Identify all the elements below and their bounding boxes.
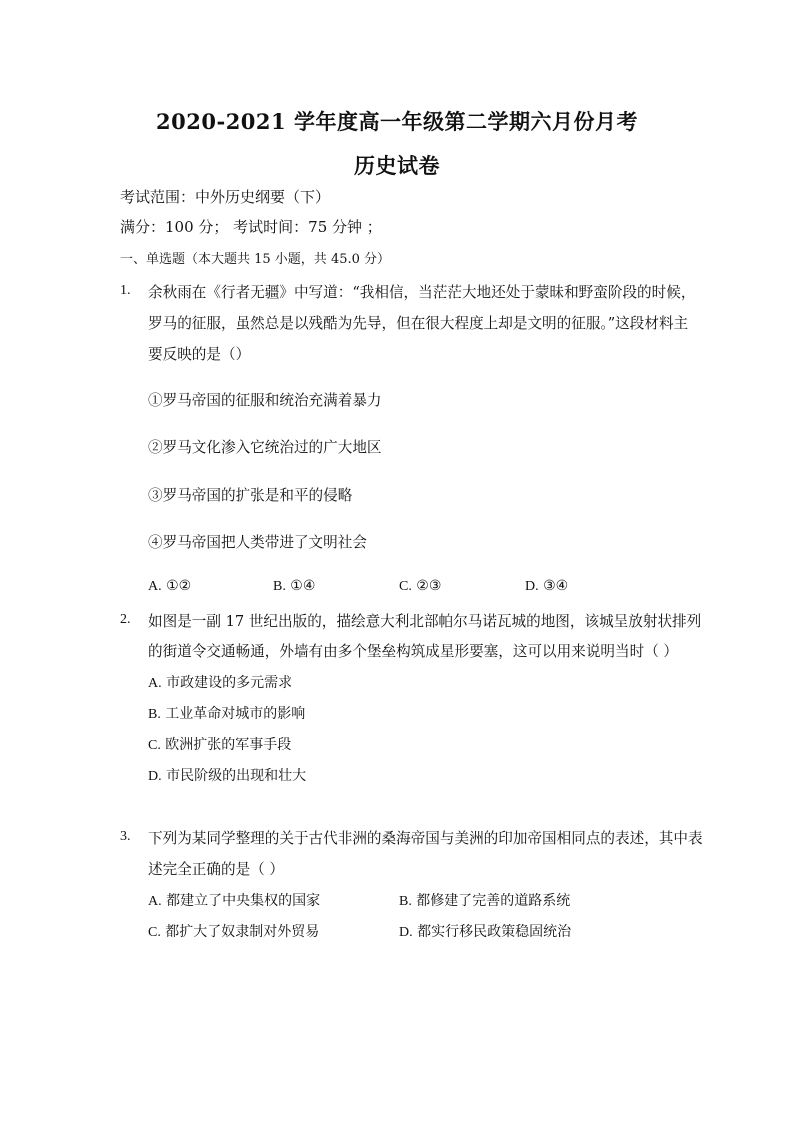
answer-option-b[interactable] bbox=[273, 578, 315, 595]
option-label: A. bbox=[148, 676, 162, 691]
exam-scope: 考试范围：中外历史纲要（下） bbox=[120, 188, 331, 206]
answer-option-b[interactable] bbox=[148, 703, 305, 723]
option-text: 工业革命对城市的影响 bbox=[165, 706, 306, 722]
answer-option-d[interactable] bbox=[399, 921, 571, 941]
option-text: ②③ bbox=[416, 578, 442, 594]
exam-title: 2020-2021 学年度高一年级第二学期六月份月考 bbox=[156, 109, 638, 134]
question-number: 1. bbox=[120, 283, 131, 298]
option-text: ③④ bbox=[543, 578, 569, 594]
option-text: 都修建了完善的道路系统 bbox=[416, 893, 571, 909]
section-heading: 一、单选题（本大题共 15 小题，共 45.0 分） bbox=[120, 252, 391, 267]
answer-option-c[interactable] bbox=[399, 578, 441, 595]
answer-option-a[interactable] bbox=[148, 578, 191, 595]
answer-option-a[interactable] bbox=[148, 890, 320, 910]
option-label: B. bbox=[148, 707, 161, 722]
question-text-line: 罗马的征服，虽然总是以残酷为先导，但在很大程度上却是文明的征服。”这段材料主 bbox=[148, 315, 689, 332]
answer-option-d[interactable] bbox=[148, 765, 306, 785]
question-text-line: 下列为某同学整理的关于古代非洲的桑海帝国与美洲的印加帝国相同点的表述，其中表 bbox=[148, 830, 703, 847]
answer-option-c[interactable] bbox=[148, 734, 291, 754]
option-text: 都实行移民政策稳固统治 bbox=[417, 924, 572, 940]
answer-option-b[interactable] bbox=[399, 890, 570, 910]
question-text-line: 如图是一副 17 世纪出版的，描绘意大利北部帕尔马诺瓦城的地图，该城呈放射状排列 bbox=[148, 613, 702, 630]
option-label: A. bbox=[148, 894, 162, 909]
answer-option-d[interactable] bbox=[525, 578, 568, 595]
option-label: B. bbox=[273, 579, 286, 594]
option-label: D. bbox=[525, 579, 539, 594]
option-text: 市政建设的多元需求 bbox=[166, 675, 293, 691]
question-statement: ③罗马帝国的扩张是和平的侵略 bbox=[148, 487, 353, 504]
option-label: C. bbox=[148, 925, 161, 940]
option-text: 都扩大了奴隶制对外贸易 bbox=[165, 924, 320, 940]
question-number: 2. bbox=[120, 612, 131, 627]
question-statement: ①罗马帝国的征服和统治充满着暴力 bbox=[148, 392, 382, 409]
question-text-line: 的街道令交通畅通，外墙有由多个堡垒构筑成星形要塞，这可以用来说明当时（ ） bbox=[148, 643, 679, 660]
question-statement: ②罗马文化渗入它统治过的广大地区 bbox=[148, 439, 382, 456]
option-text: 都建立了中央集权的国家 bbox=[166, 893, 321, 909]
option-text: ①④ bbox=[290, 578, 316, 594]
option-label: A. bbox=[148, 579, 162, 594]
option-label: D. bbox=[148, 769, 162, 784]
question-number: 3. bbox=[120, 829, 131, 844]
option-label: D. bbox=[399, 925, 413, 940]
question-text-line: 要反映的是（） bbox=[148, 346, 251, 363]
option-label: C. bbox=[148, 738, 161, 753]
answer-option-c[interactable] bbox=[148, 921, 319, 941]
question-text-line: 述完全正确的是（ ） bbox=[148, 861, 284, 878]
answer-option-a[interactable] bbox=[148, 672, 292, 692]
option-label: B. bbox=[399, 894, 412, 909]
exam-subtitle: 历史试卷 bbox=[354, 153, 440, 178]
question-text-line: 余秋雨在《行者无疆》中写道：“我相信，当茫茫大地还处于蒙昧和野蛮阶段的时候， bbox=[148, 284, 696, 301]
option-text: ①② bbox=[166, 578, 192, 594]
option-label: C. bbox=[399, 579, 412, 594]
question-statement: ④罗马帝国把人类带进了文明社会 bbox=[148, 534, 367, 551]
option-text: 市民阶级的出现和壮大 bbox=[166, 768, 307, 784]
option-text: 欧洲扩张的军事手段 bbox=[165, 737, 292, 753]
exam-score-time: 满分：100 分； 考试时间：75 分钟 ； bbox=[120, 218, 382, 236]
